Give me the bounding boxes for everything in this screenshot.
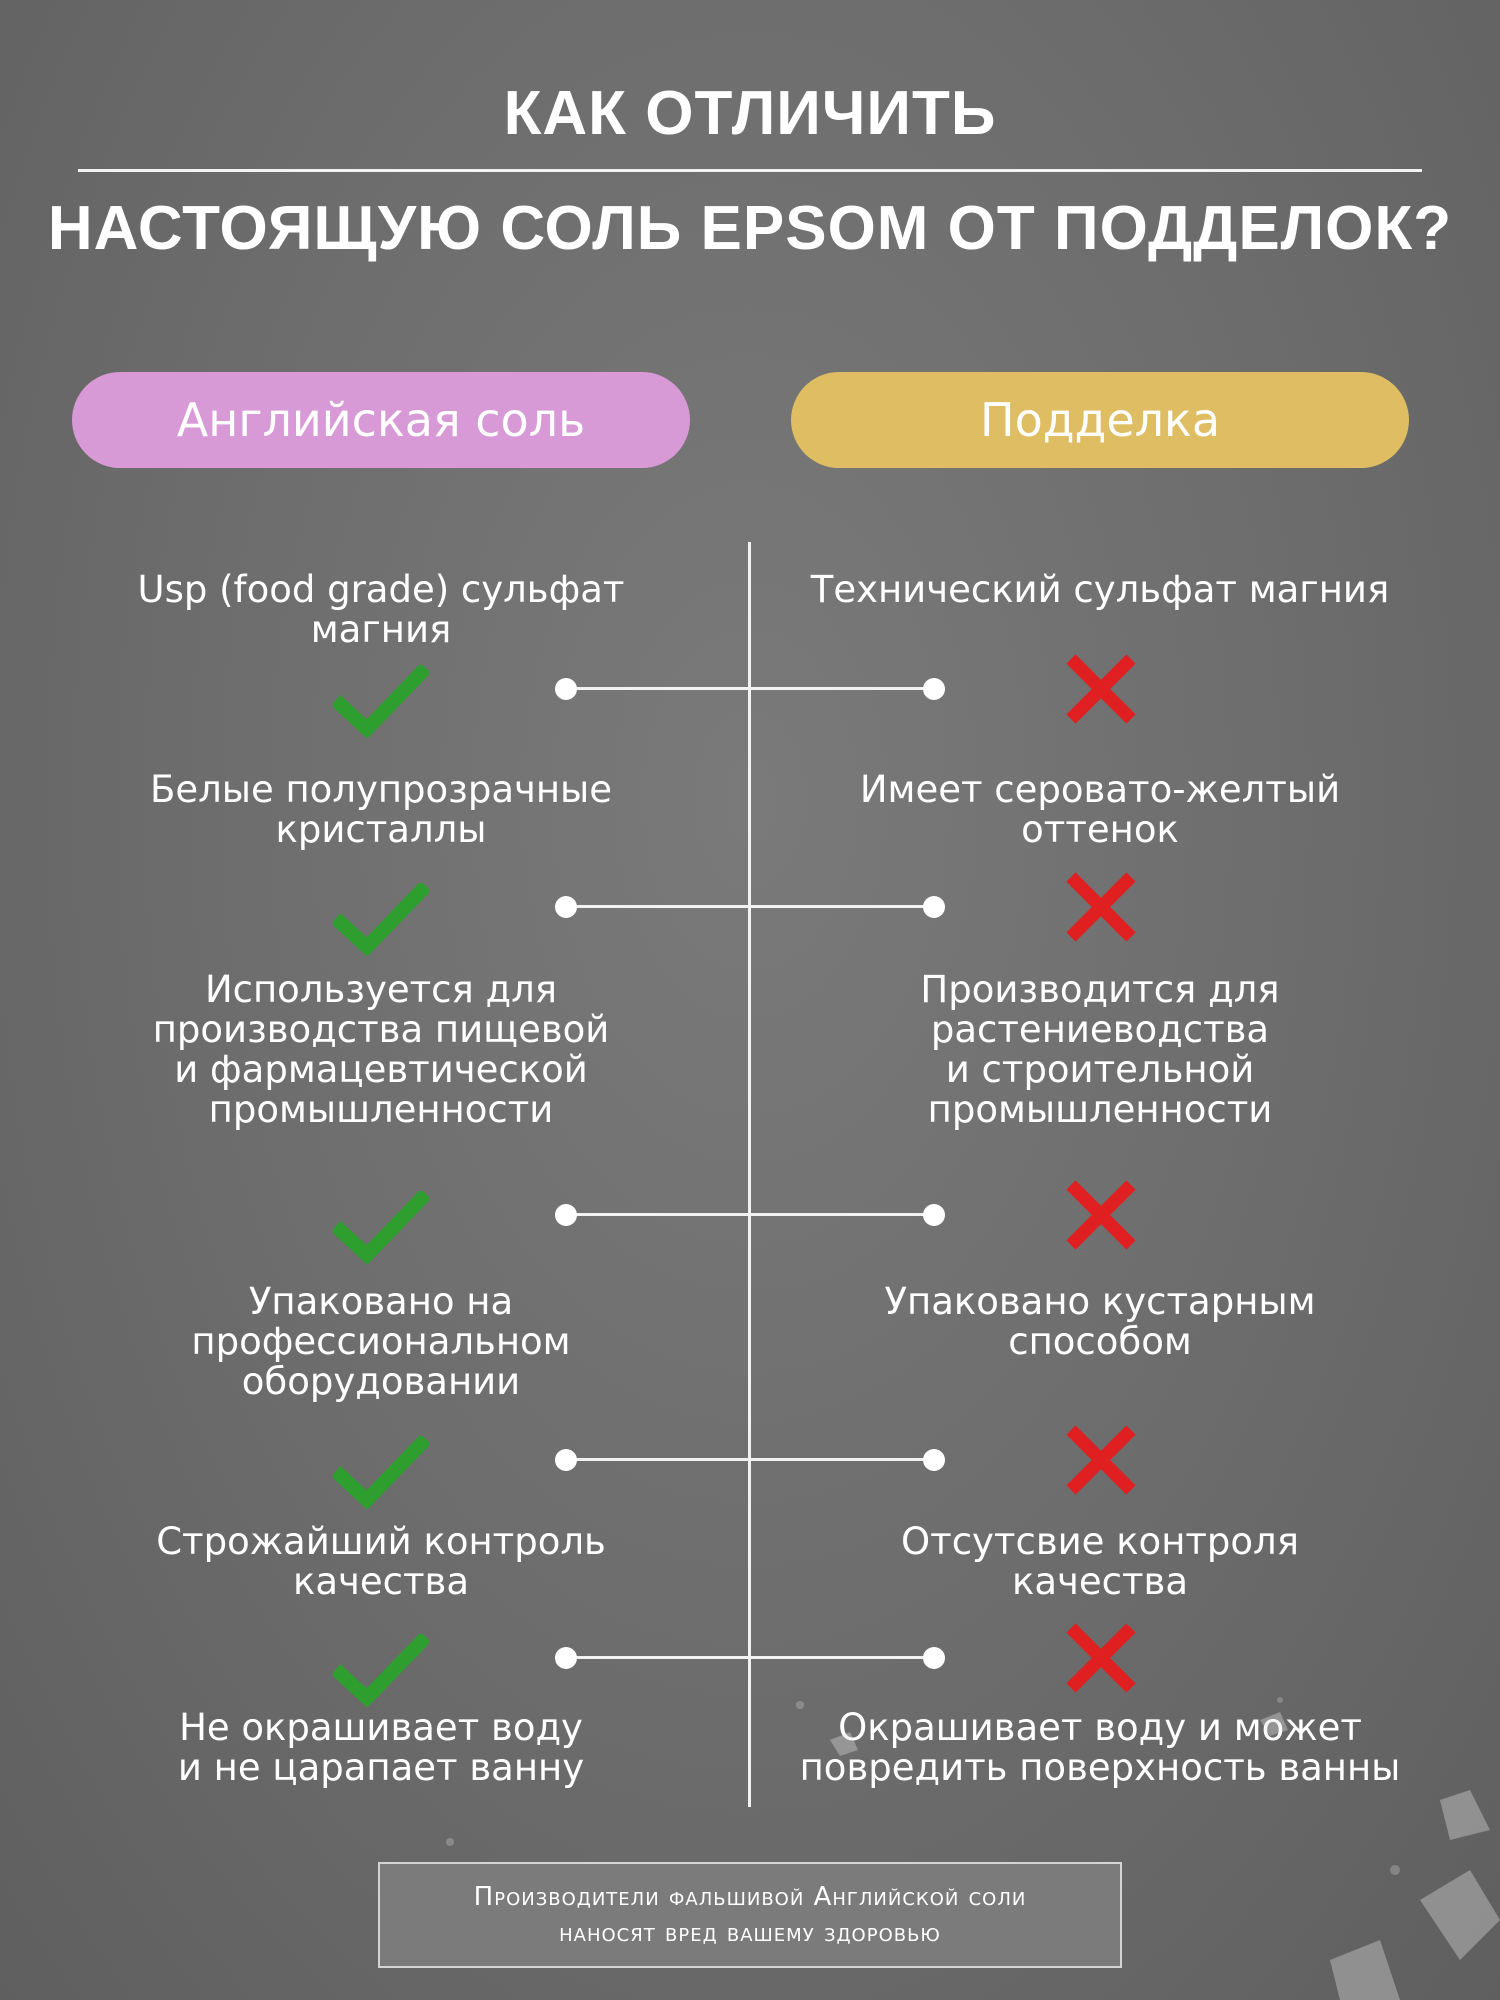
center-divider [748, 542, 751, 1807]
row-connector [555, 1203, 945, 1227]
connector-line [565, 1458, 935, 1461]
check-icon [333, 1436, 429, 1512]
check-icon [333, 1634, 429, 1710]
check-icon [333, 665, 429, 741]
connector-line [565, 1213, 935, 1216]
connector-dot [923, 678, 945, 700]
title-line-2: НАСТОЯЩУЮ СОЛЬ EPSOM ОТ ПОДДЕЛОК? [47, 194, 1453, 263]
check-icon [333, 883, 429, 959]
fake-feature-text: Технический сульфат магния [810, 568, 1390, 611]
warning-notice [378, 1862, 1122, 1968]
column-header-fake: Подделка [791, 372, 1409, 468]
cross-icon [1063, 869, 1139, 945]
genuine-feature-text: Usp (food grade) сульфат магния [137, 568, 625, 651]
cross-icon [1063, 1177, 1139, 1253]
fake-feature-text: Упаковано кустарным способом [884, 1280, 1316, 1363]
column-header-genuine: Английская соль [72, 372, 690, 468]
connector-dot [923, 1647, 945, 1669]
warning-notice-line-1: Производители фальшивой Английской соли [473, 1882, 1027, 1912]
fake-feature-text: Окрашивает воду и может повредить поверхность ванны [799, 1706, 1401, 1789]
fake-feature-text: Имеет серовато-желтый оттенок [859, 768, 1341, 851]
connector-dot [555, 1647, 577, 1669]
connector-dot [555, 896, 577, 918]
connector-dot [923, 1449, 945, 1471]
cross-icon [1063, 1422, 1139, 1498]
connector-dot [923, 896, 945, 918]
connector-dot [555, 1449, 577, 1471]
warning-notice-line-2: наносят вред вашему здоровью [559, 1918, 941, 1948]
genuine-feature-text: Не окрашивает воду и не царапает ванну [177, 1706, 585, 1789]
row-connector [555, 1646, 945, 1670]
check-icon [333, 1191, 429, 1267]
genuine-feature-text: Используется для производства пищевой и фармацевтической промышленности [152, 968, 610, 1131]
genuine-feature-text: Упаковано на профессиональном оборудовании [191, 1280, 571, 1403]
genuine-feature-text: Строжайший контроль качества [156, 1520, 606, 1603]
row-connector [555, 895, 945, 919]
row-connector [555, 677, 945, 701]
connector-dot [555, 1204, 577, 1226]
genuine-feature-text: Белые полупрозрачные кристаллы [149, 768, 613, 851]
connector-dot [923, 1204, 945, 1226]
connector-line [565, 1656, 935, 1659]
fake-feature-text: Отсутсвие контроля качества [901, 1520, 1299, 1603]
connector-line [565, 905, 935, 908]
title-divider [78, 169, 1422, 172]
connector-dot [555, 678, 577, 700]
cross-icon [1063, 651, 1139, 727]
title-line-1: КАК ОТЛИЧИТЬ [503, 79, 997, 148]
fake-feature-text: Производится для растениеводства и строительной промышленности [920, 968, 1280, 1131]
connector-line [565, 687, 935, 690]
cross-icon [1063, 1620, 1139, 1696]
row-connector [555, 1448, 945, 1472]
